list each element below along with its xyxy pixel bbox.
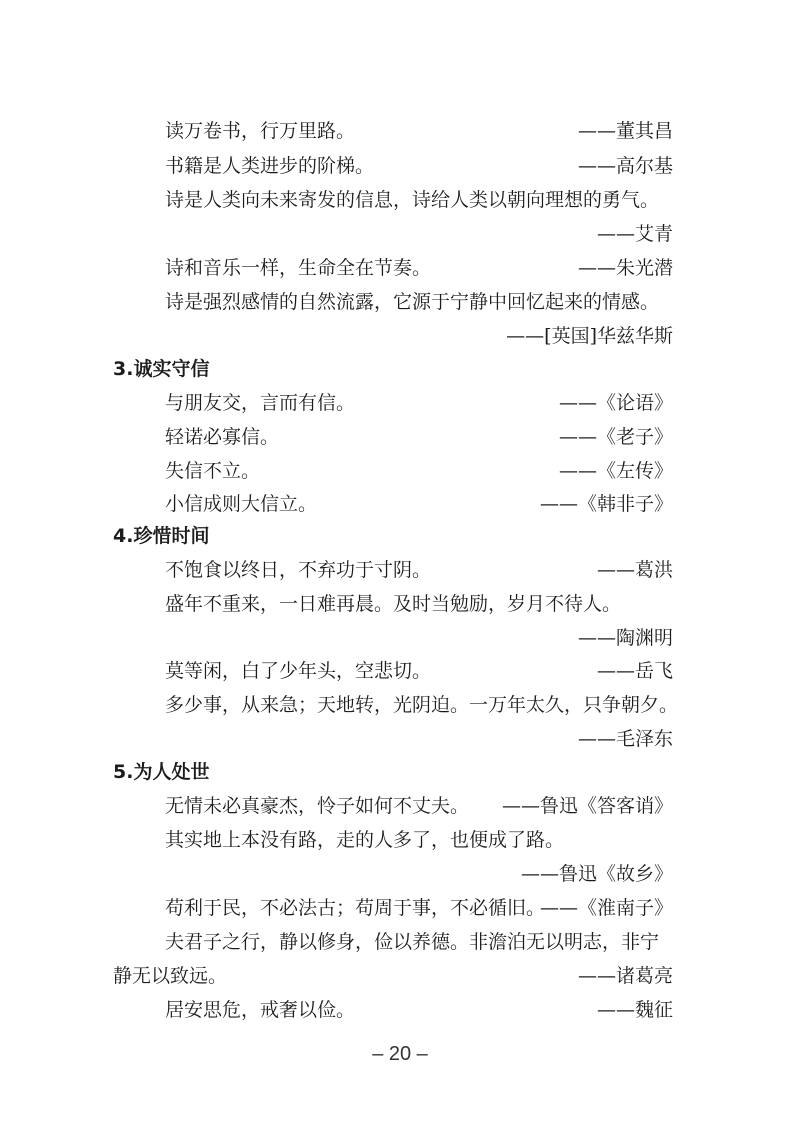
quote-author: ——朱光潜 [577,257,673,279]
quote-text: 诗是人类向未来寄发的信息，诗给人类以朝向理想的勇气。 [165,189,660,211]
quote-text-continued: 静无以致远。 [113,965,228,987]
quote-line [113,995,673,1025]
quote-text: 诗是强烈感情的自然流露，它源于宁静中回忆起来的情感。 [165,291,660,313]
quote-text: 夫君子之行，静以修身，俭以养德。非澹泊无以明志，非宁 [165,931,660,953]
quote-line [113,825,673,855]
quote-author: ——《左传》 [558,460,673,482]
quote-text: 莫等闲，白了少年头，空悲切。 [165,660,432,682]
quote-text: 书籍是人类进步的阶梯。 [165,155,375,177]
quote-line [113,489,673,519]
quote-line [113,555,673,585]
quote-text: 苟利于民，不必法古；苟周于事，不必循旧。 [165,897,546,919]
quote-text: 诗和音乐一样，生命全在节奏。 [165,257,432,279]
quote-line [113,961,673,991]
quote-line [113,589,673,619]
quote-author: ——董其昌 [577,120,673,142]
section-heading: 3.诚实守信 [113,358,210,380]
quote-author: ——诸葛亮 [577,965,673,987]
section-heading: 4.珍惜时间 [113,525,210,547]
quote-author: ——魏征 [596,999,673,1021]
quote-author: ——鲁迅《答客诮》 [501,795,673,817]
quote-author: ——高尔基 [577,155,673,177]
quote-text: 其实地上本没有路，走的人多了，也便成了路。 [165,829,565,851]
quote-line [113,690,679,720]
quote-author: ——[英国]华兹华斯 [506,325,673,347]
quote-line [113,151,673,181]
quote-line [113,656,673,686]
quote-line [113,287,673,317]
quote-text: 与朋友交，言而有信。 [165,392,356,414]
quote-author: ——《韩非子》 [539,493,673,515]
quote-author: ——《淮南子》 [539,897,673,919]
quote-text: 多少事，从来急；天地转，光阴迫。一万年太久，只争朝夕。 [165,694,679,716]
quote-author: ——艾青 [596,223,673,245]
quote-text: 失信不立。 [165,460,261,482]
quote-line [113,791,673,821]
quote-line [113,456,673,486]
quote-text: 小信成则大信立。 [165,493,318,515]
quote-line [113,253,673,283]
quote-text: 居安思危，戒奢以俭。 [165,999,356,1021]
quote-line [113,927,673,957]
quote-line [113,422,673,452]
quote-author: ——《老子》 [558,426,673,448]
section-heading: 5.为人处世 [113,761,210,783]
quote-line [113,116,673,146]
quote-text: 读万卷书，行万里路。 [165,120,356,142]
page-number: – 20 – [372,1043,428,1065]
quote-text: 轻诺必寡信。 [165,426,280,448]
quote-author: ——葛洪 [596,559,673,581]
quote-line [113,185,673,215]
quote-text: 不饱食以终日，不弃功于寸阴。 [165,559,432,581]
quote-author: ——陶渊明 [577,627,673,649]
quote-author: ——毛泽东 [577,728,673,750]
quote-text: 无情未必真豪杰，怜子如何不丈夫。 [165,795,470,817]
quote-author: ——鲁迅《故乡》 [520,863,673,885]
quote-author: ——岳飞 [596,660,673,682]
quote-line [113,893,673,923]
quote-text: 盛年不重来，一日难再晨。及时当勉励，岁月不待人。 [165,593,622,615]
quote-line [113,388,673,418]
quote-author: ——《论语》 [558,392,673,414]
